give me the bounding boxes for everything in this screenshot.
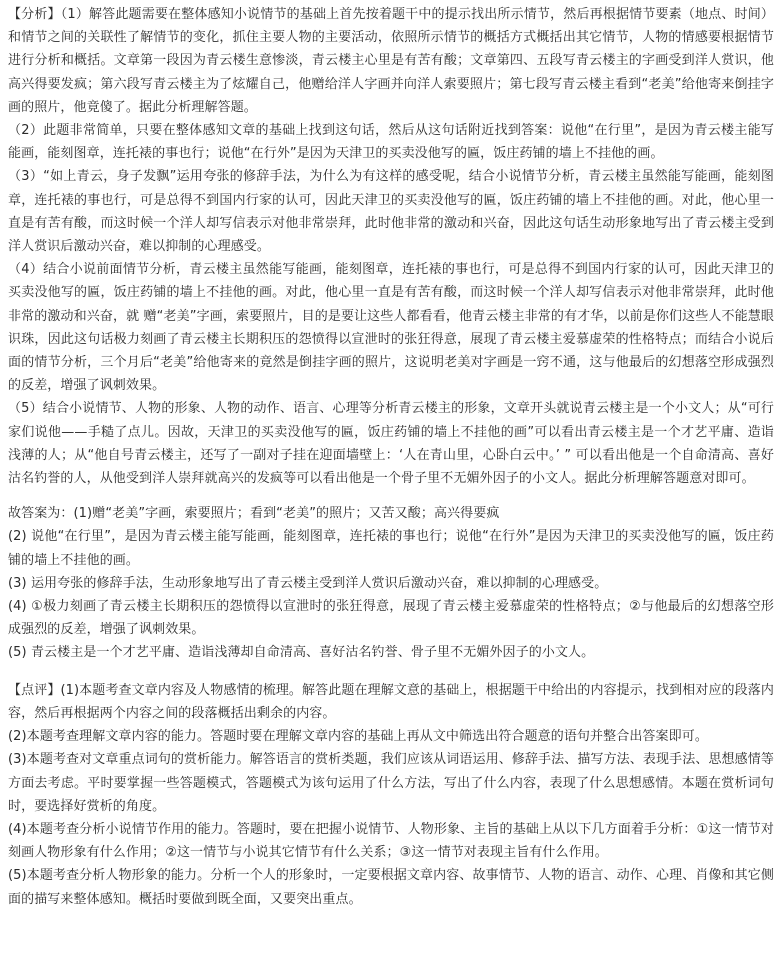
section-gap bbox=[8, 665, 774, 679]
comment-paragraph-3: (3)本题考查对文章重点词句的赏析能力。解答语言的赏析类题，我们应该从词语运用、修辞手法、描写方法、表现手法、思想感情等方面去考虑。平时要掌握一些答题模式，答题模式为该句运用了什么方法，写出了什么内容，表现了什么思想感情。本题在赏析词句时，要选择好赏析的角度。 bbox=[8, 752, 774, 814]
answer-line-3: (3) 运用夸张的修辞手法，生动形象地写出了青云楼主受到洋人赏识后激动兴奋，难以抑制的心理感受。 bbox=[8, 575, 608, 591]
section-gap bbox=[8, 490, 774, 502]
analysis-paragraph-5: （5）结合小说情节、人物的形象、人物的动作、语言、心理等分析青云楼主的形象，文章开头就说青云楼主是一个小文人；从“可行家们说他——手糙了点儿。因故，天津卫的买卖没他写的匾，饭庄药铺的墙上不挂他的画”可以看出青云楼主是一个才艺平庸、造诣浅薄的人；从“他自号青云楼主，还写了一副对子挂在迎面墙壁上：‘人在青山里，心卧白云中。’ ” 可以看出他是一个自命清高、喜好沽名钓誉的人，从他受到洋人崇拜就高兴的发疯等可以看出他是一个骨子里不无媚外因子的小文人。据此分析理解答题意对即可。 bbox=[8, 401, 774, 487]
answer-line-5: (5) 青云楼主是一个才艺平庸、造诣浅薄却自命清高、喜好沽名钓誉、骨子里不无媚外因子的小文人。 bbox=[8, 645, 595, 661]
comment-section bbox=[8, 679, 774, 911]
analysis-paragraph-3: （3）“如上青云，身子发飘”运用夸张的修辞手法，为什么为有这样的感受呢，结合小说情节分析，青云楼主虽然能写能画，能刻图章，连托裱的事也行，可是总得不到国内行家的认可，因此天津卫的买卖没他写的匾，饭庄药铺的墙上不挂他的画。对此，他心里一直是有苦有酸，而这时候一个洋人却写信表示对他非常崇拜，此时他非常的激动和兴奋，因此这句话生动形象地写出了青云楼主受到洋人赏识后激动兴奋，难以抑制的心理感受。 bbox=[8, 169, 774, 255]
analysis-paragraph-1: 【分析】（1）解答此题需要在整体感知小说情节的基础上首先按着题干中的提示找出所示情节，然后再根据情节要素（地点、时间）和情节之间的关联性了解情节的变化，抓住主要人物的主要活动，依照所示情节的概括方式概括出其它情节，人物的情感要根据情节进行分析和概括。文章第一段因为青云楼生意惨淡，青云楼主心里是有苦有酸；文章第四、五段写青云楼主的字画受到洋人赏识，他高兴得要发疯；第六段写青云楼主为了炫耀自己，他赠给洋人字画并向洋人索要照片；第七段写青云楼主看到“老美”给他寄来倒挂字画的照片，他竟傻了。据此分析理解答题。 bbox=[8, 7, 774, 115]
comment-paragraph-4: (4)本题考查分析小说情节作用的能力。答题时，要在把握小说情节、人物形象、主旨的基础上从以下几方面着手分析：①这一情节对刻画人物形象有什么作用；②这一情节与小说其它情节有什么关系；③这一情节对表现主旨有什么作用。 bbox=[8, 821, 774, 861]
answer-line-1: 故答案为：(1)赠“老美”字画，索要照片；看到“老美”的照片；又苦又酸；高兴得要疯 bbox=[8, 506, 500, 522]
analysis-paragraph-4: （4）结合小说前面情节分析，青云楼主虽然能写能画，能刻图章，连托裱的事也行，可是总得不到国内行家的认可，因此天津卫的买卖没他写的匾，饭庄药铺的墙上不挂他的画。对此，他心里一直是有苦有酸，而这时候一个洋人却写信表示对他非常崇拜，此时他非常的激动和兴奋，就 赠“老美”字画，索要照片，目的是要让这些人都看看，他青云楼主非常的有才华，以前是你们这些人不能慧眼识珠，因此这句话极力刻画了青云楼主长期积压的怨愤得以宣泄时的张狂得意，展现了青云楼主爱慕虚荣的性格特点；而结合小说后面的情节分析，三个月后“老美”给他寄来的竟然是倒挂字画的照片，这说明老美对字画是一窍不通，这与他最后的幻想落空形成强烈的反差，增强了讽刺效果。 bbox=[8, 262, 774, 394]
answer-line-2: (2) 说他“在行里”，是因为青云楼主能写能画，能刻图章，连托裱的事也行；说他“在行外”是因为天津卫的买卖没他写的匾，饭庄药铺的墙上不挂他的画。 bbox=[8, 529, 774, 568]
analysis-section bbox=[8, 3, 774, 490]
comment-paragraph-1: 【点评】(1)本题考查文章内容及人物感情的梳理。解答此题在理解文意的基础上，根据题干中给出的内容提示，找到相对应的段落内容，然后再根据两个内容之间的段落概括出剩余的内容。 bbox=[8, 682, 774, 721]
analysis-paragraph-2: （2）此题非常简单，只要在整体感知文章的基础上找到这句话，然后从这句话附近找到答案：说他“在行里”，是因为青云楼主能写能画，能刻图章，连托裱的事也行；说他“在行外”是因为天津卫的买卖没他写的匾，饭庄药铺的墙上不挂他的画。 bbox=[8, 123, 774, 162]
answer-line-4: (4) ①极力刻画了青云楼主长期积压的怨愤得以宣泄时的张狂得意，展现了青云楼主爱慕虚荣的性格特点；②与他最后的幻想落空形成强烈的反差，增强了讽刺效果。 bbox=[8, 599, 774, 638]
comment-paragraph-5: (5)本题考查分析人物形象的能力。分析一个人的形象时，一定要根据文章内容、故事情节、人物的语言、动作、心理、肖像和其它侧面的描写来整体感知。概括时要做到既全面，又要突出重点。 bbox=[8, 868, 774, 907]
answer-section bbox=[8, 502, 774, 664]
comment-paragraph-2: (2)本题考查理解文章内容的能力。答题时要在理解文章内容的基础上再从文中筛选出符合题意的语句并整合出答案即可。 bbox=[8, 729, 708, 745]
